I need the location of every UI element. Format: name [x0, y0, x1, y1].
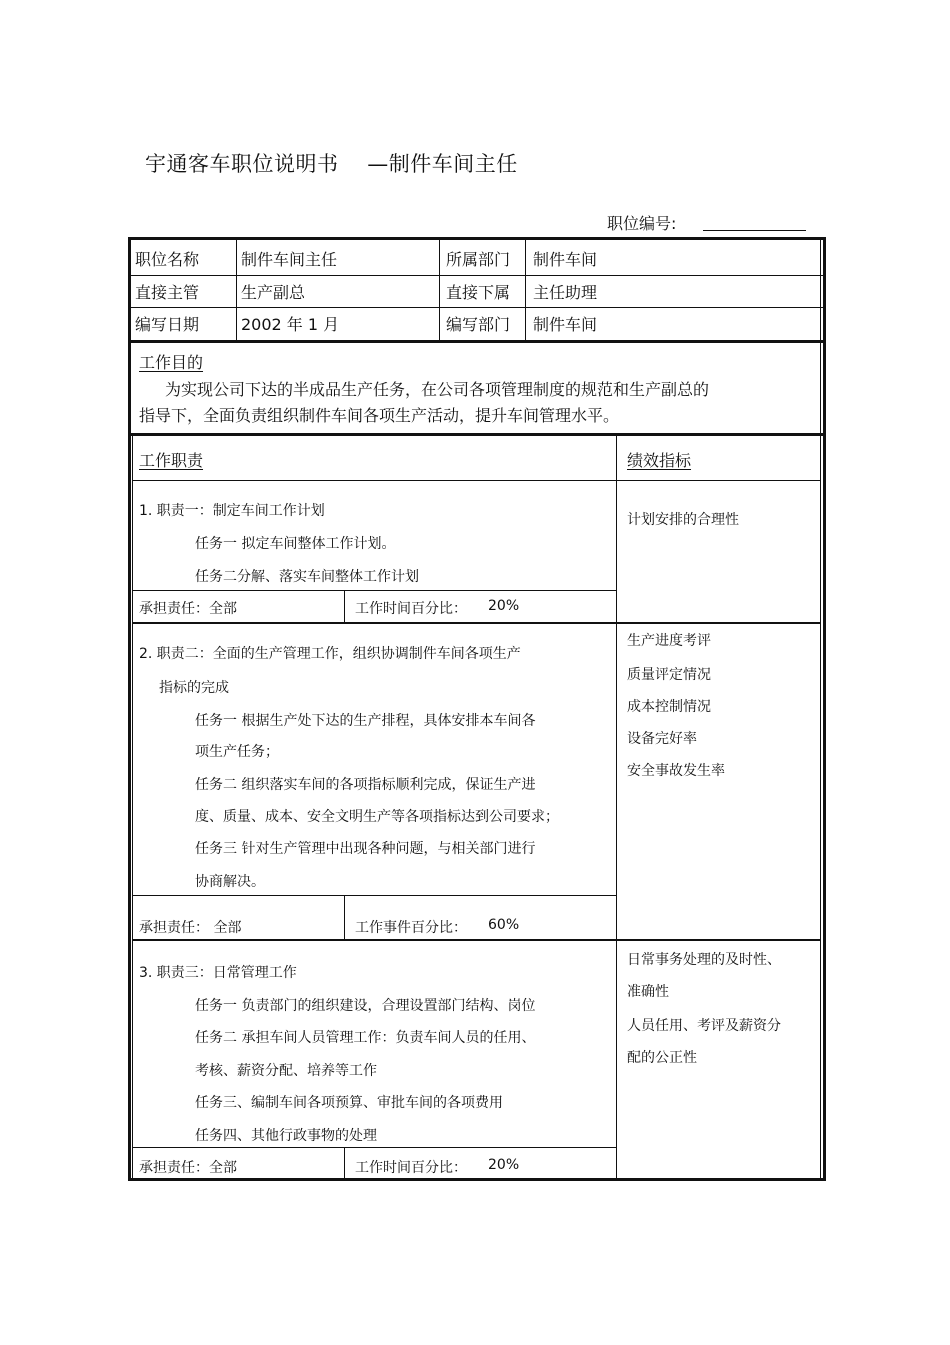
duty-2-kpi: 设备完好率 [627, 731, 697, 747]
duty-1-line: 任务一 拟定车间整体工作计划。 [195, 536, 396, 552]
divider [131, 307, 823, 308]
duty-2-time-label: 工作事件百分比： [355, 920, 467, 936]
divider [132, 895, 616, 896]
duty-2-line: 度、质量、成本、安全文明生产等各项指标达到公司要求； [195, 809, 559, 825]
duty-1-line: 任务二分解、落实车间整体工作计划 [195, 569, 419, 585]
duty-3-line: 3. 职责三：日常管理工作 [139, 965, 297, 981]
department-label: 所属部门 [446, 250, 511, 269]
duty-2-line: 任务一 根据生产处下达的生产排程，具体安排本车间各 [195, 713, 536, 729]
duty-2-line: 项生产任务； [195, 744, 279, 760]
duty-1-time-value: 20% [488, 598, 520, 614]
duty-2-time-value: 60% [488, 917, 520, 933]
divider [132, 622, 820, 624]
duty-3-kpi: 人员任用、考评及薪资分 [627, 1018, 781, 1034]
duty-1-time-label: 工作时间百分比： [355, 601, 467, 617]
divider [616, 436, 617, 1178]
duty-2-kpi: 生产进度考评 [627, 633, 711, 649]
supervisor-label: 直接主管 [135, 283, 200, 302]
duty-2-line: 指标的完成 [159, 680, 229, 696]
duty-3-line: 考核、薪资分配、培养等工作 [195, 1063, 377, 1079]
purpose-line-2: 指导下，全面负责组织制件车间各项生产活动，提升车间管理水平。 [139, 406, 620, 425]
duty-1-responsibility: 承担责任：全部 [139, 601, 237, 617]
divider [132, 939, 820, 941]
duty-3-line: 任务四、其他行政事物的处理 [195, 1128, 377, 1144]
purpose-line-1: 为实现公司下达的半成品生产任务，在公司各项管理制度的规范和生产副总的 [165, 380, 710, 399]
divider [344, 895, 345, 939]
duty-3-kpi: 配的公正性 [627, 1050, 697, 1066]
supervisor-value: 生产副总 [241, 283, 306, 302]
duty-2-line: 2. 职责二：全面的生产管理工作，组织协调制件车间各项生产 [139, 646, 521, 662]
document-title: 宇通客车职位说明书 —制件车间主任 [145, 152, 518, 176]
duty-2-line: 协商解决。 [195, 874, 265, 890]
divider [820, 436, 821, 1178]
duty-2-kpi: 安全事故发生率 [627, 763, 725, 779]
divider [132, 436, 133, 1178]
divider [820, 343, 821, 433]
job-title-label: 职位名称 [135, 250, 200, 269]
duties-header: 工作职责 [139, 451, 204, 470]
divider [131, 340, 823, 343]
duty-1-kpi: 计划安排的合理性 [627, 512, 739, 528]
duty-3-kpi: 准确性 [627, 984, 669, 1000]
position-number-field[interactable] [703, 230, 806, 231]
department-value: 制件车间 [533, 250, 598, 269]
date-label: 编写日期 [135, 315, 200, 334]
author-dept-value: 制件车间 [533, 315, 598, 334]
duty-2-line: 任务二 组织落实车间的各项指标顺利完成，保证生产进 [195, 777, 536, 793]
position-number-label: 职位编号: [607, 214, 677, 233]
divider [131, 433, 823, 436]
duty-3-kpi: 日常事务处理的及时性、 [627, 952, 781, 968]
subordinate-label: 直接下属 [446, 283, 511, 302]
divider [820, 240, 821, 340]
author-dept-label: 编写部门 [446, 315, 511, 334]
duty-3-line: 任务一 负责部门的组织建设，合理设置部门结构、岗位 [195, 998, 536, 1014]
subordinate-value: 主任助理 [533, 283, 598, 302]
kpi-header: 绩效指标 [627, 451, 692, 470]
duty-3-responsibility: 承担责任：全部 [139, 1160, 237, 1176]
divider [132, 1147, 616, 1148]
duty-3-time-value: 20% [488, 1157, 520, 1173]
purpose-heading: 工作目的 [139, 353, 204, 372]
duty-3-time-label: 工作时间百分比： [355, 1160, 467, 1176]
divider [439, 240, 440, 340]
divider [132, 590, 616, 591]
divider [236, 240, 237, 340]
duty-2-kpi: 成本控制情况 [627, 699, 711, 715]
duty-2-responsibility: 承担责任： 全部 [139, 920, 242, 936]
duty-1-line: 1. 职责一：制定车间工作计划 [139, 503, 325, 519]
duty-2-kpi: 质量评定情况 [627, 667, 711, 683]
date-value: 2002 年 1 月 [241, 315, 340, 334]
divider [344, 1147, 345, 1178]
duty-3-line: 任务三、编制车间各项预算、审批车间的各项费用 [195, 1095, 503, 1111]
duty-2-line: 任务三 针对生产管理中出现各种问题，与相关部门进行 [195, 841, 536, 857]
duty-3-line: 任务二 承担车间人员管理工作：负责车间人员的任用、 [195, 1030, 536, 1046]
divider [132, 480, 820, 481]
divider [344, 590, 345, 622]
job-title-value: 制件车间主任 [241, 250, 338, 269]
divider [525, 240, 526, 340]
divider [131, 275, 823, 276]
